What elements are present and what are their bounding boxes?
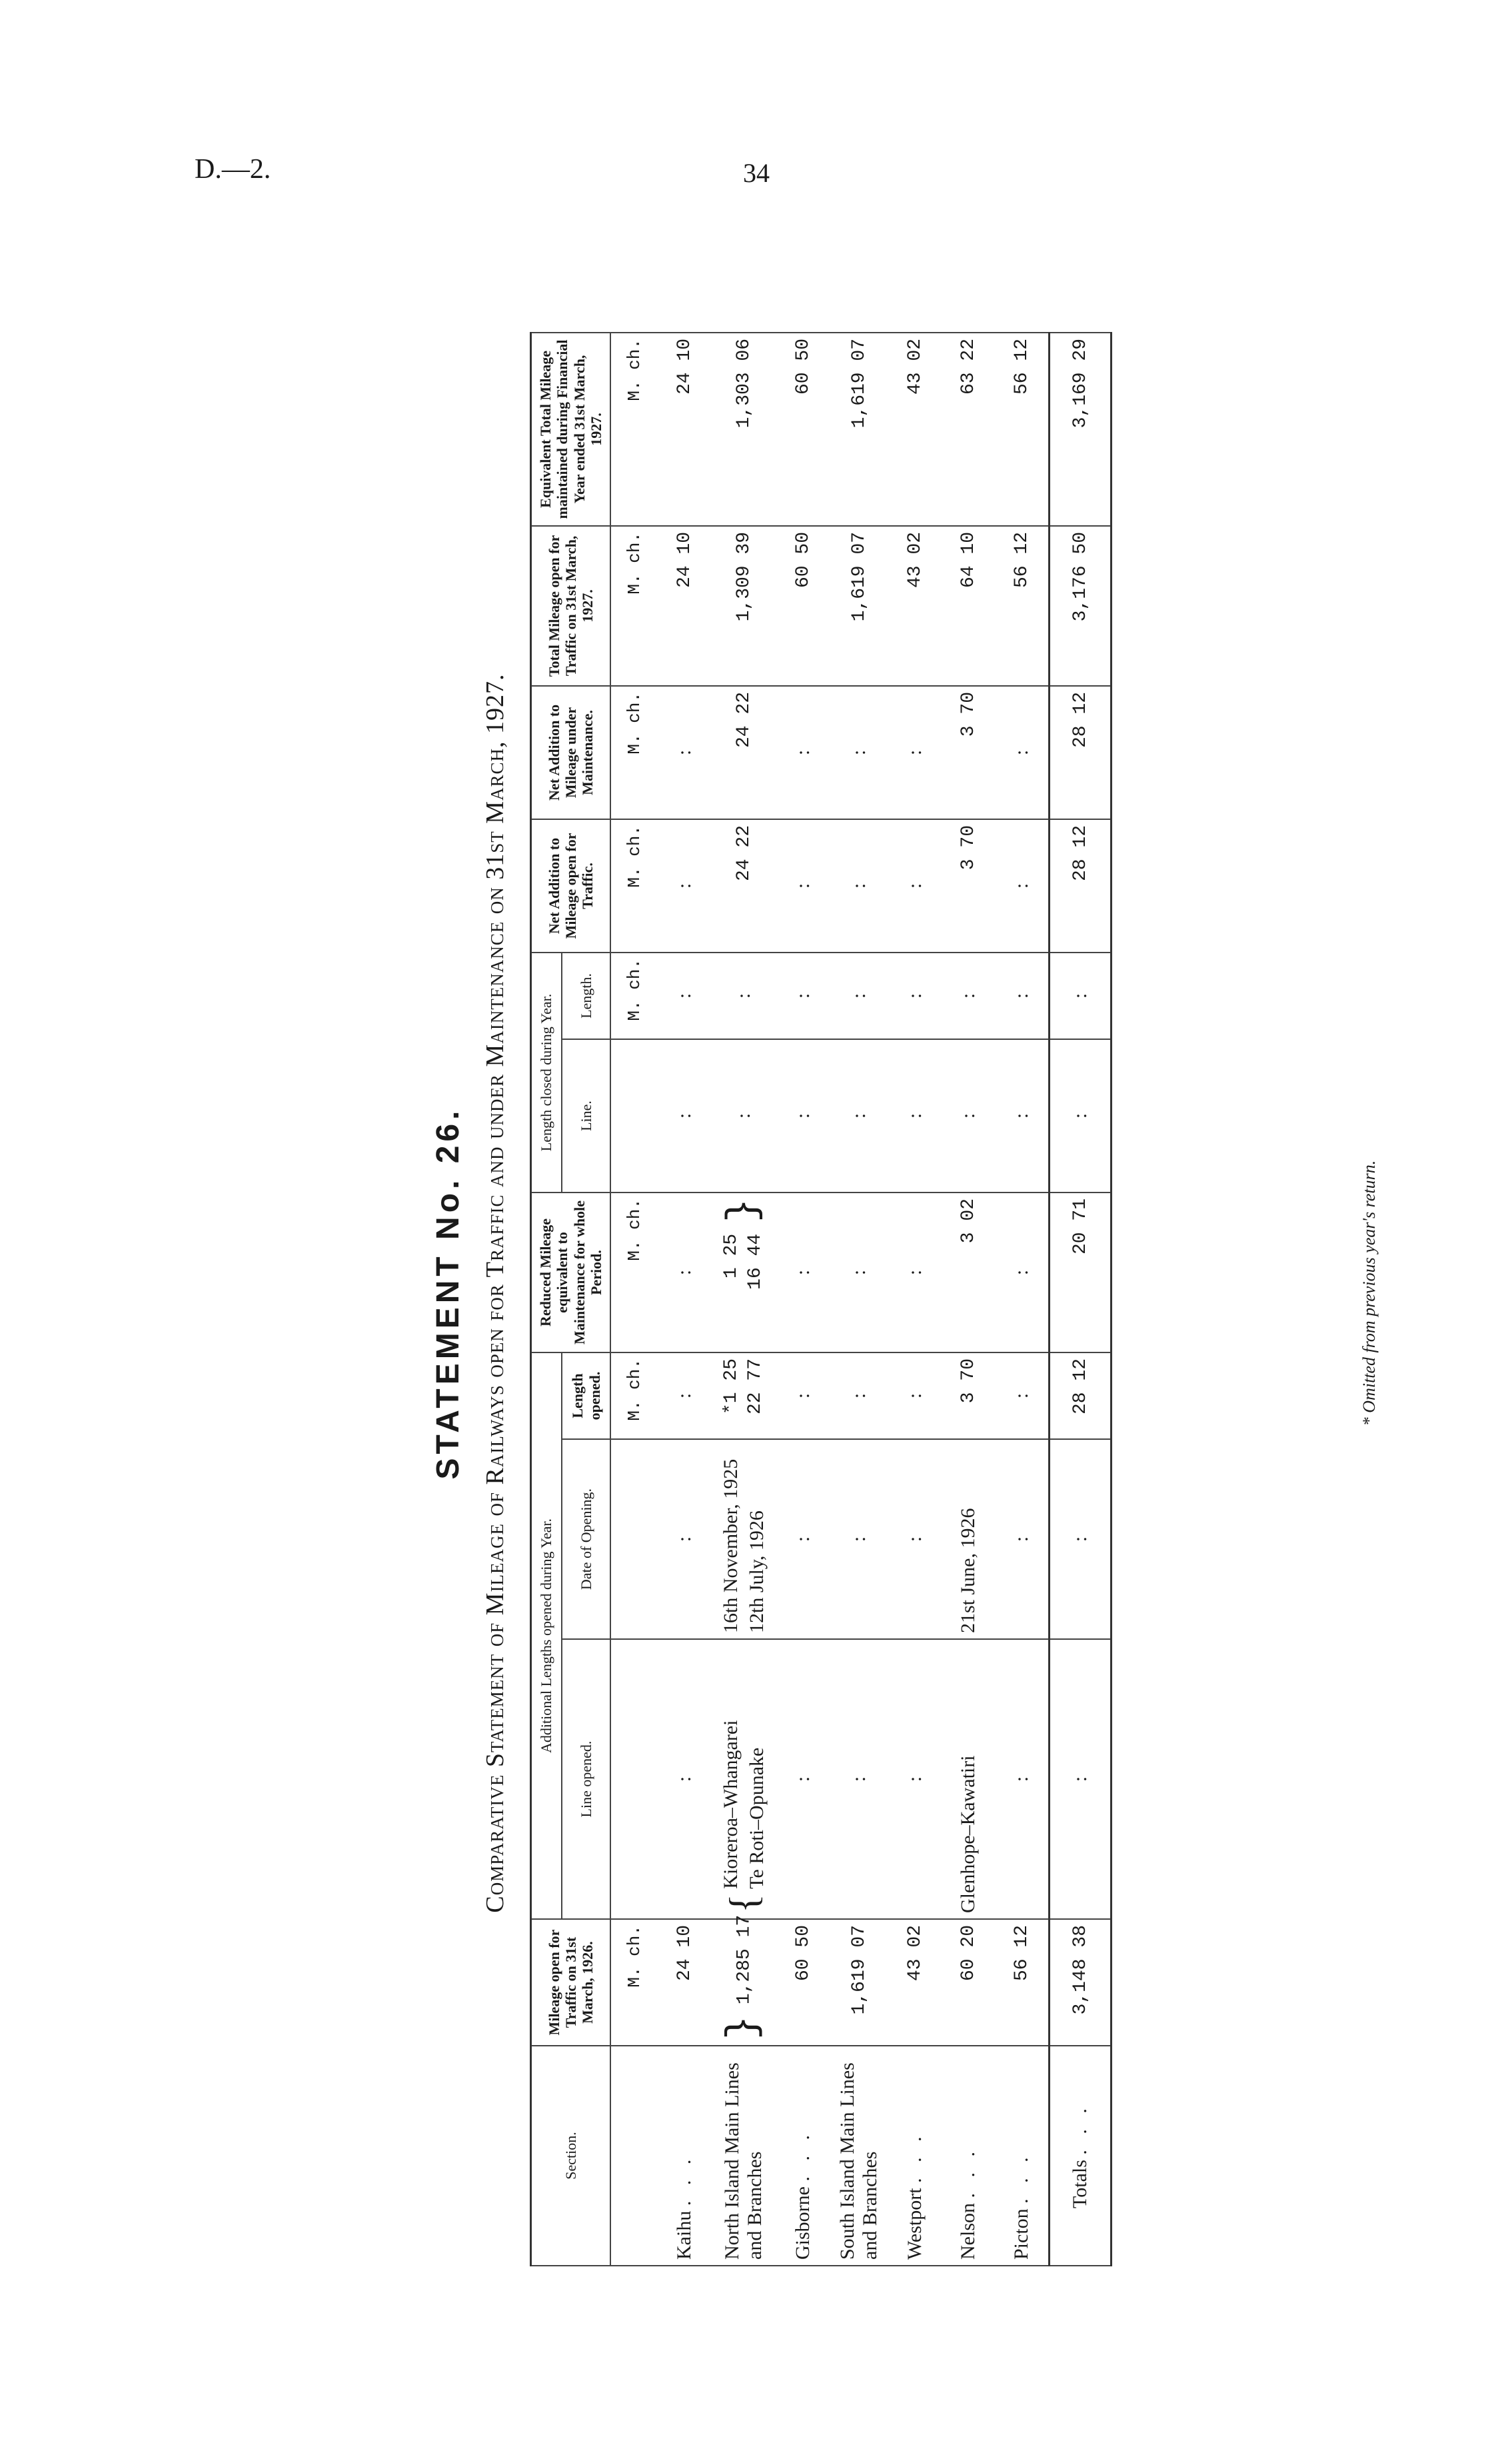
cell-length-opened: 22 77: [745, 1358, 766, 1414]
page-identifier: D.—2.: [195, 154, 271, 185]
cell-reduced: :: [658, 1193, 711, 1352]
cell-closed-line: :: [830, 1039, 888, 1193]
total-open-1926: 3,148 38: [1050, 1919, 1112, 2046]
cell-closed-length: :: [711, 953, 776, 1039]
section-name: Kaihu: [673, 2210, 696, 2260]
section-name: Nelson: [957, 2203, 980, 2260]
cell-line-opened: :: [658, 1639, 711, 1919]
unit-label: M. ch.: [610, 686, 658, 819]
cell-open-1926: 1,619 07: [830, 1919, 888, 2046]
cell-net-maintenance: :: [995, 686, 1050, 819]
units-row: [610, 333, 658, 2266]
cell-closed-line: :: [888, 1039, 942, 1193]
col-reduced: Reduced Mileage equivalent to Maintenance for whole Period.: [531, 1193, 611, 1352]
cell-line-opened: Glenhope–Kawatiri: [942, 1639, 995, 1919]
totals-row: [1050, 333, 1112, 2266]
cell-line-opened: Te Roti–Opunake: [746, 1747, 768, 1889]
cell-equivalent: 1,303 06: [711, 333, 776, 526]
cell-equivalent: 24 10: [658, 333, 711, 526]
mileage-table: [530, 332, 1112, 2266]
cell-closed-length: :: [776, 953, 830, 1039]
cell-reduced: 1 25: [720, 1233, 742, 1279]
total-closed-length: :: [1050, 953, 1112, 1039]
cell-closed-line: :: [995, 1039, 1050, 1193]
total-total-1927: 3,176 50: [1050, 526, 1112, 686]
cell-open-1926: 60 20: [942, 1919, 995, 2046]
cell-equivalent: 56 12: [995, 333, 1050, 526]
cell-open-1926: 43 02: [888, 1919, 942, 2046]
cell-equivalent: 43 02: [888, 333, 942, 526]
cell-net-traffic: :: [776, 819, 830, 953]
cell-reduced: :: [830, 1193, 888, 1352]
col-line-opened: Line opened.: [562, 1639, 610, 1919]
cell-closed-line: :: [711, 1039, 776, 1193]
cell-net-traffic: :: [658, 819, 711, 953]
total-net-traffic: 28 12: [1050, 819, 1112, 953]
cell-net-maintenance: :: [830, 686, 888, 819]
col-mileage-1926: Mileage open for Traffic on 31st March, 1926.: [531, 1919, 611, 2046]
section-name: North Island Main Lines and Branches: [711, 2046, 776, 2266]
cell-length-opened: :: [888, 1352, 942, 1439]
cell-line-opened: :: [888, 1639, 942, 1919]
cell-length-opened: 3 70: [942, 1352, 995, 1439]
cell-total-1927: 1,619 07: [830, 526, 888, 686]
cell-open-1926: 1,285 17: [734, 1914, 755, 2005]
table-row: [711, 333, 776, 2266]
col-closed-length: Length.: [562, 953, 610, 1039]
section-name: South Island Main Lines and Branches: [830, 2046, 888, 2266]
cell-net-traffic: 3 70: [942, 819, 995, 953]
col-total-1927: Total Mileage open for Traffic on 31st March, 1927.: [531, 526, 611, 686]
cell-total-1927: 1,309 39: [711, 526, 776, 686]
unit-label: M. ch.: [610, 333, 658, 526]
footnote: * Omitted from previous year's return.: [1359, 1160, 1379, 1426]
unit-label: M. ch.: [610, 1352, 658, 1439]
cell-net-maintenance: :: [888, 686, 942, 819]
total-length-opened: 28 12: [1050, 1352, 1112, 1439]
cell-closed-length: :: [995, 953, 1050, 1039]
cell-length-opened: :: [776, 1352, 830, 1439]
cell-date: :: [658, 1439, 711, 1639]
cell-reduced: :: [888, 1193, 942, 1352]
cell-total-1927: 64 10: [942, 526, 995, 686]
col-net-maintenance: Net Addition to Mileage under Maintenance.: [531, 686, 611, 819]
col-equivalent: Equivalent Total Mileage maintained during Financial Year ended 31st March, 1927.: [531, 333, 611, 526]
cell-reduced: 16 44: [745, 1233, 766, 1290]
cell-open-1926: 56 12: [995, 1919, 1050, 2046]
col-closed-group: Length closed during Year.: [531, 953, 562, 1193]
col-additional-group: Additional Lengths opened during Year.: [531, 1352, 562, 1919]
col-net-traffic: Net Addition to Mileage open for Traffic.: [531, 819, 611, 953]
table-row: [995, 333, 1050, 2266]
cell-net-traffic: :: [888, 819, 942, 953]
cell-reduced: 3 02: [942, 1193, 995, 1352]
cell-date: :: [776, 1439, 830, 1639]
leader-dots: . . .: [904, 2131, 926, 2183]
cell-line-opened: :: [776, 1639, 830, 1919]
brace-glyph: }: [721, 2015, 767, 2040]
cell-open-1926: 60 50: [776, 1919, 830, 2046]
brace-glyph: }: [721, 1198, 767, 1223]
total-line-opened: :: [1050, 1639, 1112, 1919]
cell-length-opened: *1 25: [720, 1358, 742, 1414]
statement-title: STATEMENT No. 26.: [430, 1107, 466, 1480]
cell-length-opened: :: [995, 1352, 1050, 1439]
cell-net-maintenance: :: [776, 686, 830, 819]
cell-closed-length: :: [658, 953, 711, 1039]
total-date: :: [1050, 1439, 1112, 1639]
page-number: 34: [743, 158, 770, 188]
cell-net-traffic: :: [830, 819, 888, 953]
rotated-statement: [430, 293, 1389, 2293]
leader-dots: . . .: [1010, 2152, 1033, 2204]
table-row: [888, 333, 942, 2266]
col-section: Section.: [531, 2046, 611, 2266]
cell-date: :: [995, 1439, 1050, 1639]
cell-open-1926: 24 10: [658, 1919, 711, 2046]
leader-dots: . . .: [957, 2146, 980, 2198]
cell-closed-length: :: [888, 953, 942, 1039]
cell-date: 12th July, 1926: [746, 1510, 768, 1633]
cell-closed-line: :: [942, 1039, 995, 1193]
cell-line-opened: :: [830, 1639, 888, 1919]
cell-reduced: :: [776, 1193, 830, 1352]
cell-net-traffic: :: [995, 819, 1050, 953]
total-equivalent: 3,169 29: [1050, 333, 1112, 526]
cell-date: :: [830, 1439, 888, 1639]
col-closed-line: Line.: [562, 1039, 610, 1193]
cell-net-maintenance: 3 70: [942, 686, 995, 819]
table-row: [942, 333, 995, 2266]
cell-length-opened: :: [658, 1352, 711, 1439]
unit-label: M. ch.: [610, 1919, 658, 2046]
cell-closed-length: :: [830, 953, 888, 1039]
cell-line-opened: :: [995, 1639, 1050, 1919]
cell-equivalent: 60 50: [776, 333, 830, 526]
col-length-opened: Length opened.: [562, 1352, 610, 1439]
unit-label: M. ch.: [610, 953, 658, 1039]
unit-label: M. ch.: [610, 819, 658, 953]
cell-date: :: [888, 1439, 942, 1639]
cell-total-1927: 56 12: [995, 526, 1050, 686]
cell-closed-length: :: [942, 953, 995, 1039]
cell-net-maintenance: 24 22: [711, 686, 776, 819]
col-date-opening: Date of Opening.: [562, 1439, 610, 1639]
cell-closed-line: :: [658, 1039, 711, 1193]
cell-length-opened: :: [830, 1352, 888, 1439]
cell-total-1927: 24 10: [658, 526, 711, 686]
leader-dots: . . .: [792, 2130, 814, 2182]
total-reduced: 20 71: [1050, 1193, 1112, 1352]
cell-date: 21st June, 1926: [942, 1439, 995, 1639]
totals-label: Totals: [1069, 2160, 1092, 2208]
total-net-maintenance: 28 12: [1050, 686, 1112, 819]
section-name: Gisborne: [792, 2186, 814, 2260]
brace-glyph: {: [722, 1894, 766, 1913]
cell-closed-line: :: [776, 1039, 830, 1193]
cell-net-maintenance: :: [658, 686, 711, 819]
table-row: [830, 333, 888, 2266]
header-row-group: [531, 333, 562, 2266]
section-name: Picton: [1010, 2208, 1033, 2260]
cell-reduced: :: [995, 1193, 1050, 1352]
table-row: [658, 333, 711, 2266]
leader-dots: . . .: [1069, 2103, 1092, 2155]
unit-label: M. ch.: [610, 1193, 658, 1352]
table-row: [776, 333, 830, 2266]
leader-dots: . . .: [673, 2154, 696, 2206]
cell-net-traffic: 24 22: [711, 819, 776, 953]
section-name: Westport: [904, 2188, 926, 2260]
cell-equivalent: 1,619 07: [830, 333, 888, 526]
cell-total-1927: 43 02: [888, 526, 942, 686]
cell-equivalent: 63 22: [942, 333, 995, 526]
cell-total-1927: 60 50: [776, 526, 830, 686]
statement-subtitle: Comparative Statement of Mileage of Railways open for Traffic and under Maintenance on 31st March, 1927.: [481, 673, 509, 1913]
total-closed-line: :: [1050, 1039, 1112, 1193]
cell-date: 16th November, 1925: [720, 1458, 742, 1633]
unit-label: M. ch.: [610, 526, 658, 686]
cell-line-opened: Kioreroa–Whangarei: [720, 1720, 742, 1889]
